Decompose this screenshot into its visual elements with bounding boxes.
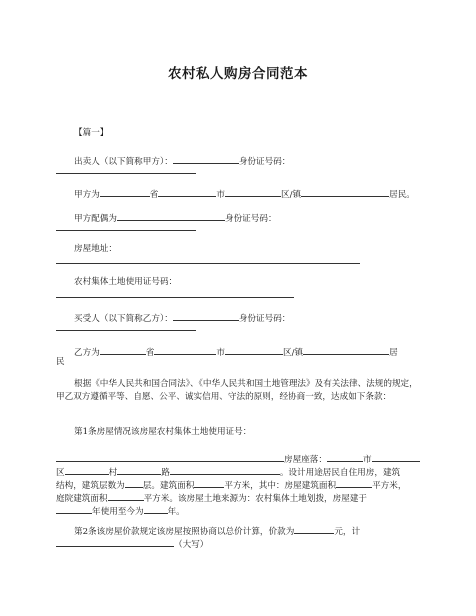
seller-id-blank [56,173,196,174]
buyer-id-label: 身份证号码： [238,314,291,324]
province-text: 省 [149,190,159,200]
art1-line1: 房屋座落： 市 [56,452,420,466]
art1-line3: 结构，建筑层数为 层。建筑面积 平方米，其中：房屋建筑面积 平方米， [56,478,406,492]
art1-line5: 年使用至今为 年。 [56,504,185,518]
party-b-resident-wrap: 民 [56,357,65,367]
spouse-label: 甲方配偶为 [74,214,117,224]
party-a-prefix: 甲方为 [74,190,100,200]
land-cert-label: 农村集体土地使用证号码： [74,277,178,287]
house-address-blank [56,263,360,264]
art1-line4: 庭院建筑面积 平方米。该房屋土地来源为：农村集体土地划拨，房屋建于 [56,491,367,505]
district-text: 区/镇 [281,190,302,200]
party-b-prefix: 乙方为 [74,348,100,358]
spouse-line [74,211,277,225]
land-cert-blank [56,297,294,298]
seller-line [74,154,290,168]
buyer-line [74,311,290,325]
article-1-title: 第1条房屋情况该房屋农村集体土地使用证号： [74,427,252,437]
seller-id-label: 身份证号码： [238,157,291,167]
section-label: 【篇一】 [74,128,109,138]
article-2-daxie-line: （大写） [56,537,208,551]
spouse-id-label: 身份证号码： [224,214,277,224]
house-address-label: 房屋地址： [74,244,117,254]
seller-label: 出卖人（以下简称甲方）： [74,157,173,167]
city-text: 市 [216,190,226,200]
article-2-line: 第2条该房屋价款规定该房屋按照协商以总价计算，价款为 元，计 [74,524,360,538]
buyer-id-blank [56,330,196,331]
art1-line2: 区 村 路 。设计用途居民自住用房，建筑 [56,465,400,479]
document-title: 农村私人购房合同范本 [168,66,308,82]
buyer-label: 买受人（以下简称乙方）： [74,314,173,324]
seller-name-blank [173,154,239,164]
resident-text: 居民。 [389,190,415,200]
party-a-line [74,187,415,201]
intro-paragraph: 根据《中华人民共和国合同法》、《中华人民共和国土地管理法》及有关法律、法规的规定，甲乙双方遵循平等、自愿、公平、诚实信用、守法的原则，经协商一致，达成如下条款： [56,379,418,402]
spouse-id-blank [56,230,196,231]
party-b-line: 乙方为 省 市 区/镇 居 [74,345,398,359]
